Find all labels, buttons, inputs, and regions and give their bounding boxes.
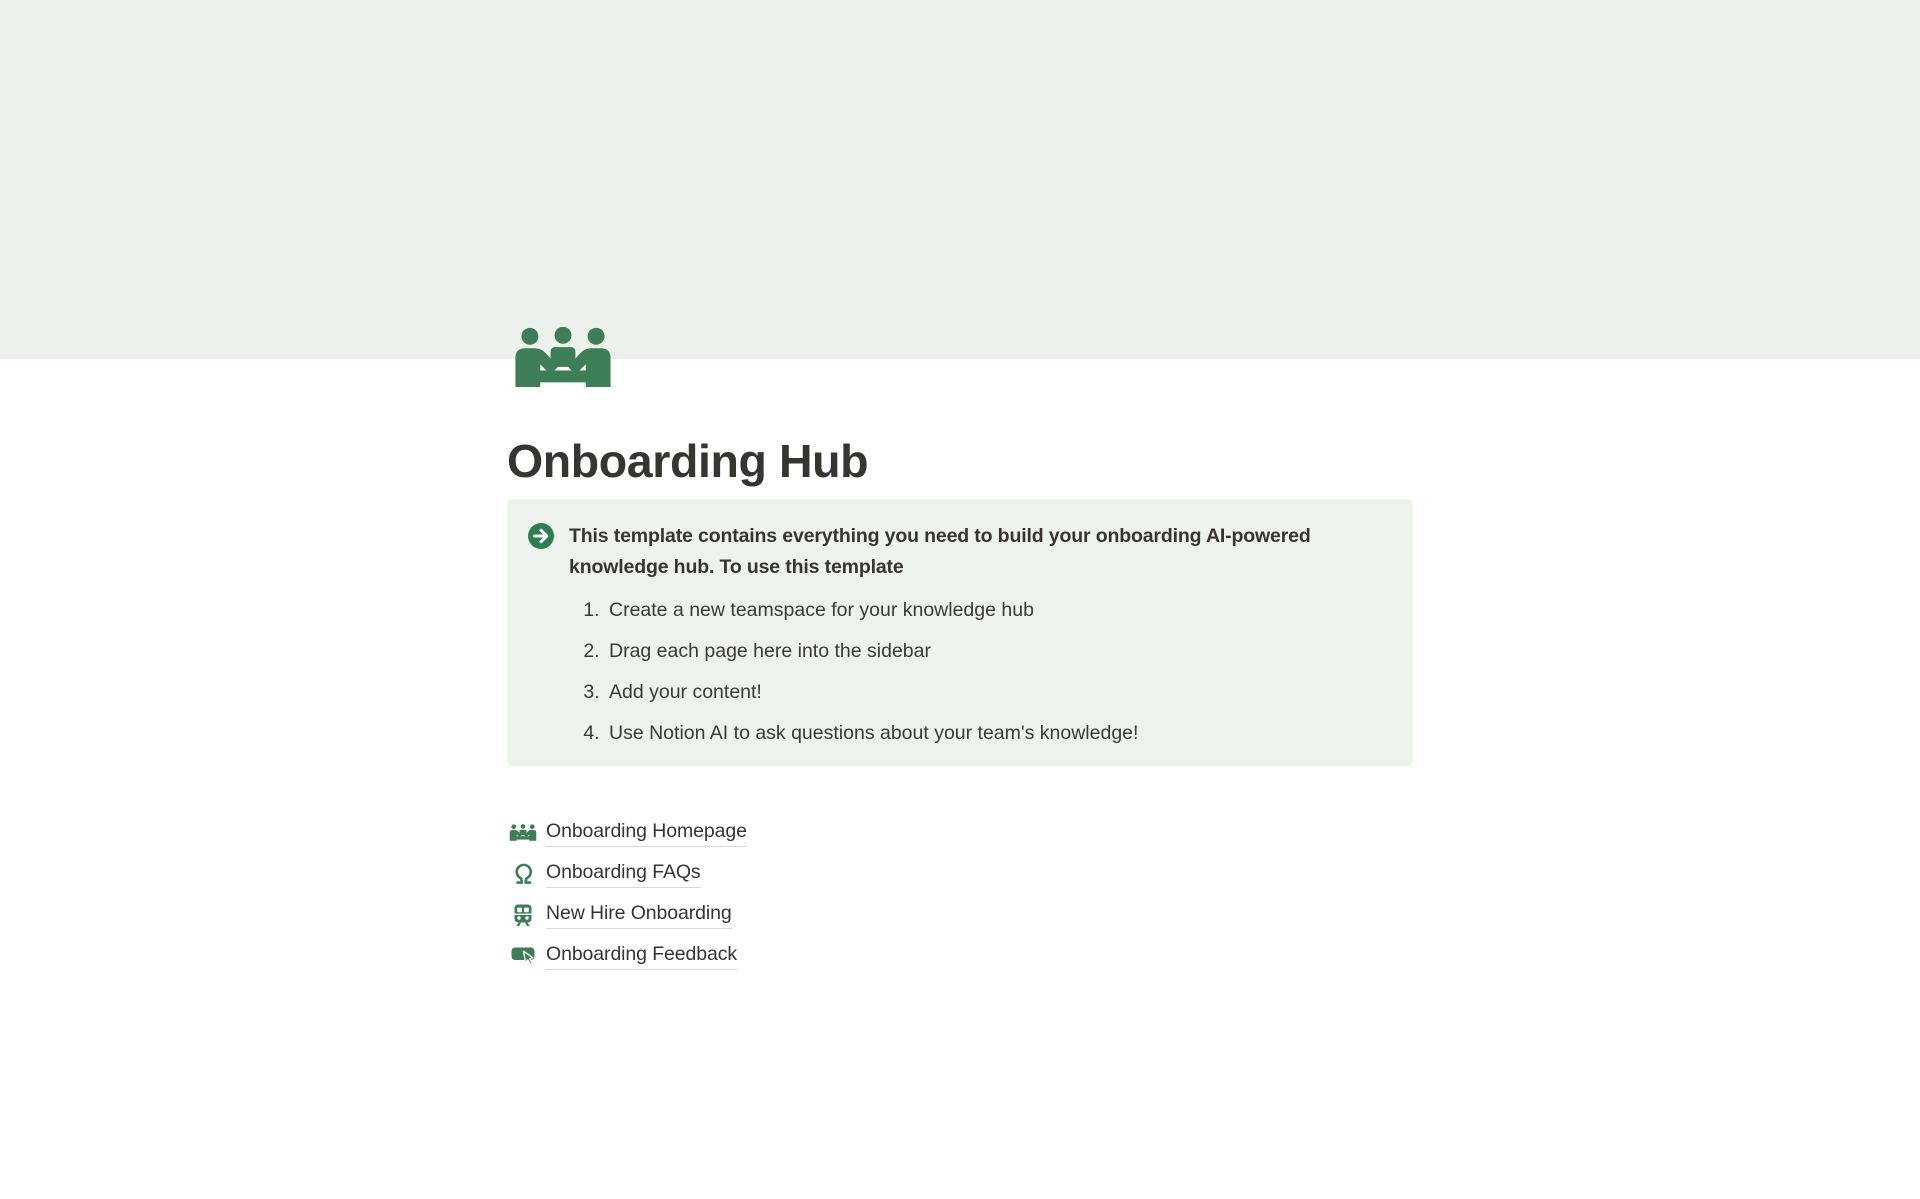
- page-link-onboarding-feedback[interactable]: [507, 935, 737, 976]
- step-item: 2. Drag each page here into the sidebar: [605, 636, 1401, 666]
- train-icon: [507, 901, 538, 929]
- callout-body: [569, 521, 1401, 748]
- page-link-label: New Hire Onboarding: [546, 901, 732, 929]
- step-item: 1. Create a new teamspace for your knowledge hub: [605, 595, 1401, 625]
- page-link-label: Onboarding Homepage: [546, 819, 747, 847]
- step-item: 4. Use Notion AI to ask questions about your team's knowledge!: [605, 718, 1401, 748]
- page-link-label: Onboarding Feedback: [546, 942, 737, 970]
- page-links: [507, 812, 1413, 976]
- arrow-circle-icon: [527, 522, 555, 550]
- person-question-icon: [507, 860, 538, 888]
- page-icon[interactable]: [507, 327, 619, 387]
- step-item: 3. Add your content!: [605, 677, 1401, 707]
- page-link-onboarding-faqs[interactable]: [507, 853, 701, 894]
- setup-steps-list: [569, 595, 1401, 748]
- page-link-new-hire-onboarding[interactable]: [507, 894, 732, 935]
- page-content: [507, 327, 1413, 976]
- page-cover: [0, 0, 1920, 359]
- page-title[interactable]: Onboarding Hub: [507, 435, 869, 487]
- page-link-onboarding-homepage[interactable]: [507, 812, 747, 853]
- feedback-cursor-icon: [507, 942, 538, 970]
- callout: [507, 499, 1413, 766]
- callout-heading: This template contains everything you need to build your onboarding AI-powered knowledge hub. To use this template: [569, 525, 1311, 578]
- meeting-icon: [507, 819, 538, 847]
- page-link-label: Onboarding FAQs: [546, 860, 701, 888]
- meeting-icon: [507, 327, 619, 387]
